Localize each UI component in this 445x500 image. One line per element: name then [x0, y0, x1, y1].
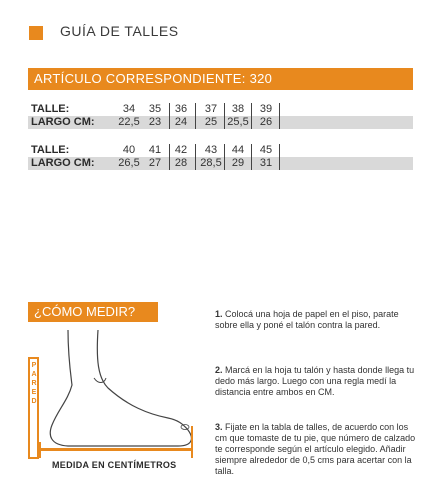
largo-cell: 24	[174, 116, 188, 128]
talla-cell: 39	[259, 103, 273, 115]
talla-cell: 36	[174, 103, 188, 115]
talla-cell: 45	[259, 144, 273, 156]
talla-label: TALLE:	[31, 103, 70, 115]
column-divider	[224, 144, 225, 170]
column-divider	[224, 103, 225, 129]
wall-letter: A	[31, 371, 37, 378]
largo-cell: 29	[231, 157, 245, 169]
largo-cell: 31	[259, 157, 273, 169]
header-orange-square	[29, 26, 43, 40]
step-text: Colocá una hoja de papel en el piso, parate sobre ella y poné el talón contra la pared.	[215, 309, 399, 330]
column-divider	[279, 144, 280, 170]
wall-label	[30, 361, 38, 406]
talla-cell: 40	[122, 144, 136, 156]
largo-cell: 23	[148, 116, 162, 128]
instruction-step-3	[215, 422, 420, 477]
step-text: Marcá en la hoja tu talón y hasta donde llega tu dedo más largo. Luego con una regla medí la distancia entre ambos en CM.	[215, 365, 415, 397]
largo-cell: 28,5	[200, 157, 222, 169]
largo-cell: 26	[259, 116, 273, 128]
talla-cell: 43	[204, 144, 218, 156]
step-number: 3.	[215, 422, 223, 432]
page-title: GUÍA DE TALLES	[60, 23, 179, 39]
wall-letter: R	[31, 380, 37, 387]
step-text: Fijate en la tabla de talles, de acuerdo con los cm que tomaste de tu pie, que número de calzado te corresponde según el artículo elegido. Añadir siempre alrededor de 0,5 cms para acertar con la talla.	[215, 422, 416, 476]
talla-cell: 35	[148, 103, 162, 115]
column-divider	[169, 144, 170, 170]
instruction-step-2	[215, 365, 420, 398]
largo-cell: 28	[174, 157, 188, 169]
ankle-detail	[94, 378, 106, 383]
largo-cell: 27	[148, 157, 162, 169]
talla-row	[28, 144, 413, 157]
largo-row	[28, 116, 413, 129]
largo-row	[28, 157, 413, 170]
largo-cell: 22,5	[118, 116, 140, 128]
foot-measure-illustration	[28, 330, 208, 480]
step-number: 2.	[215, 365, 223, 375]
talla-cell: 34	[122, 103, 136, 115]
ruler-caption: MEDIDA EN CENTÍMETROS	[52, 460, 177, 470]
largo-label: LARGO CM:	[31, 116, 95, 128]
wall-letter: P	[31, 362, 37, 369]
talla-cell: 37	[204, 103, 218, 115]
size-table-2	[28, 144, 413, 170]
talla-cell: 42	[174, 144, 188, 156]
column-divider	[195, 144, 196, 170]
wall-letter: E	[31, 389, 37, 396]
column-divider	[169, 103, 170, 129]
talla-cell: 44	[231, 144, 245, 156]
largo-cell: 26,5	[118, 157, 140, 169]
foot-outline	[50, 330, 191, 446]
column-divider	[279, 103, 280, 129]
column-divider	[251, 144, 252, 170]
step-number: 1.	[215, 309, 223, 319]
talla-row	[28, 103, 413, 116]
article-banner: ARTÍCULO CORRESPONDIENTE: 320	[28, 68, 413, 90]
wall-letter: D	[31, 398, 37, 405]
how-to-measure-banner: ¿CÓMO MEDIR?	[28, 302, 158, 322]
instruction-step-1	[215, 309, 420, 331]
largo-cell: 25	[204, 116, 218, 128]
ruler-line	[40, 448, 192, 451]
largo-cell: 25,5	[227, 116, 249, 128]
size-table-1	[28, 103, 413, 129]
largo-label: LARGO CM:	[31, 157, 95, 169]
column-divider	[195, 103, 196, 129]
talla-cell: 38	[231, 103, 245, 115]
column-divider	[251, 103, 252, 129]
talla-cell: 41	[148, 144, 162, 156]
talla-label: TALLE:	[31, 144, 70, 156]
